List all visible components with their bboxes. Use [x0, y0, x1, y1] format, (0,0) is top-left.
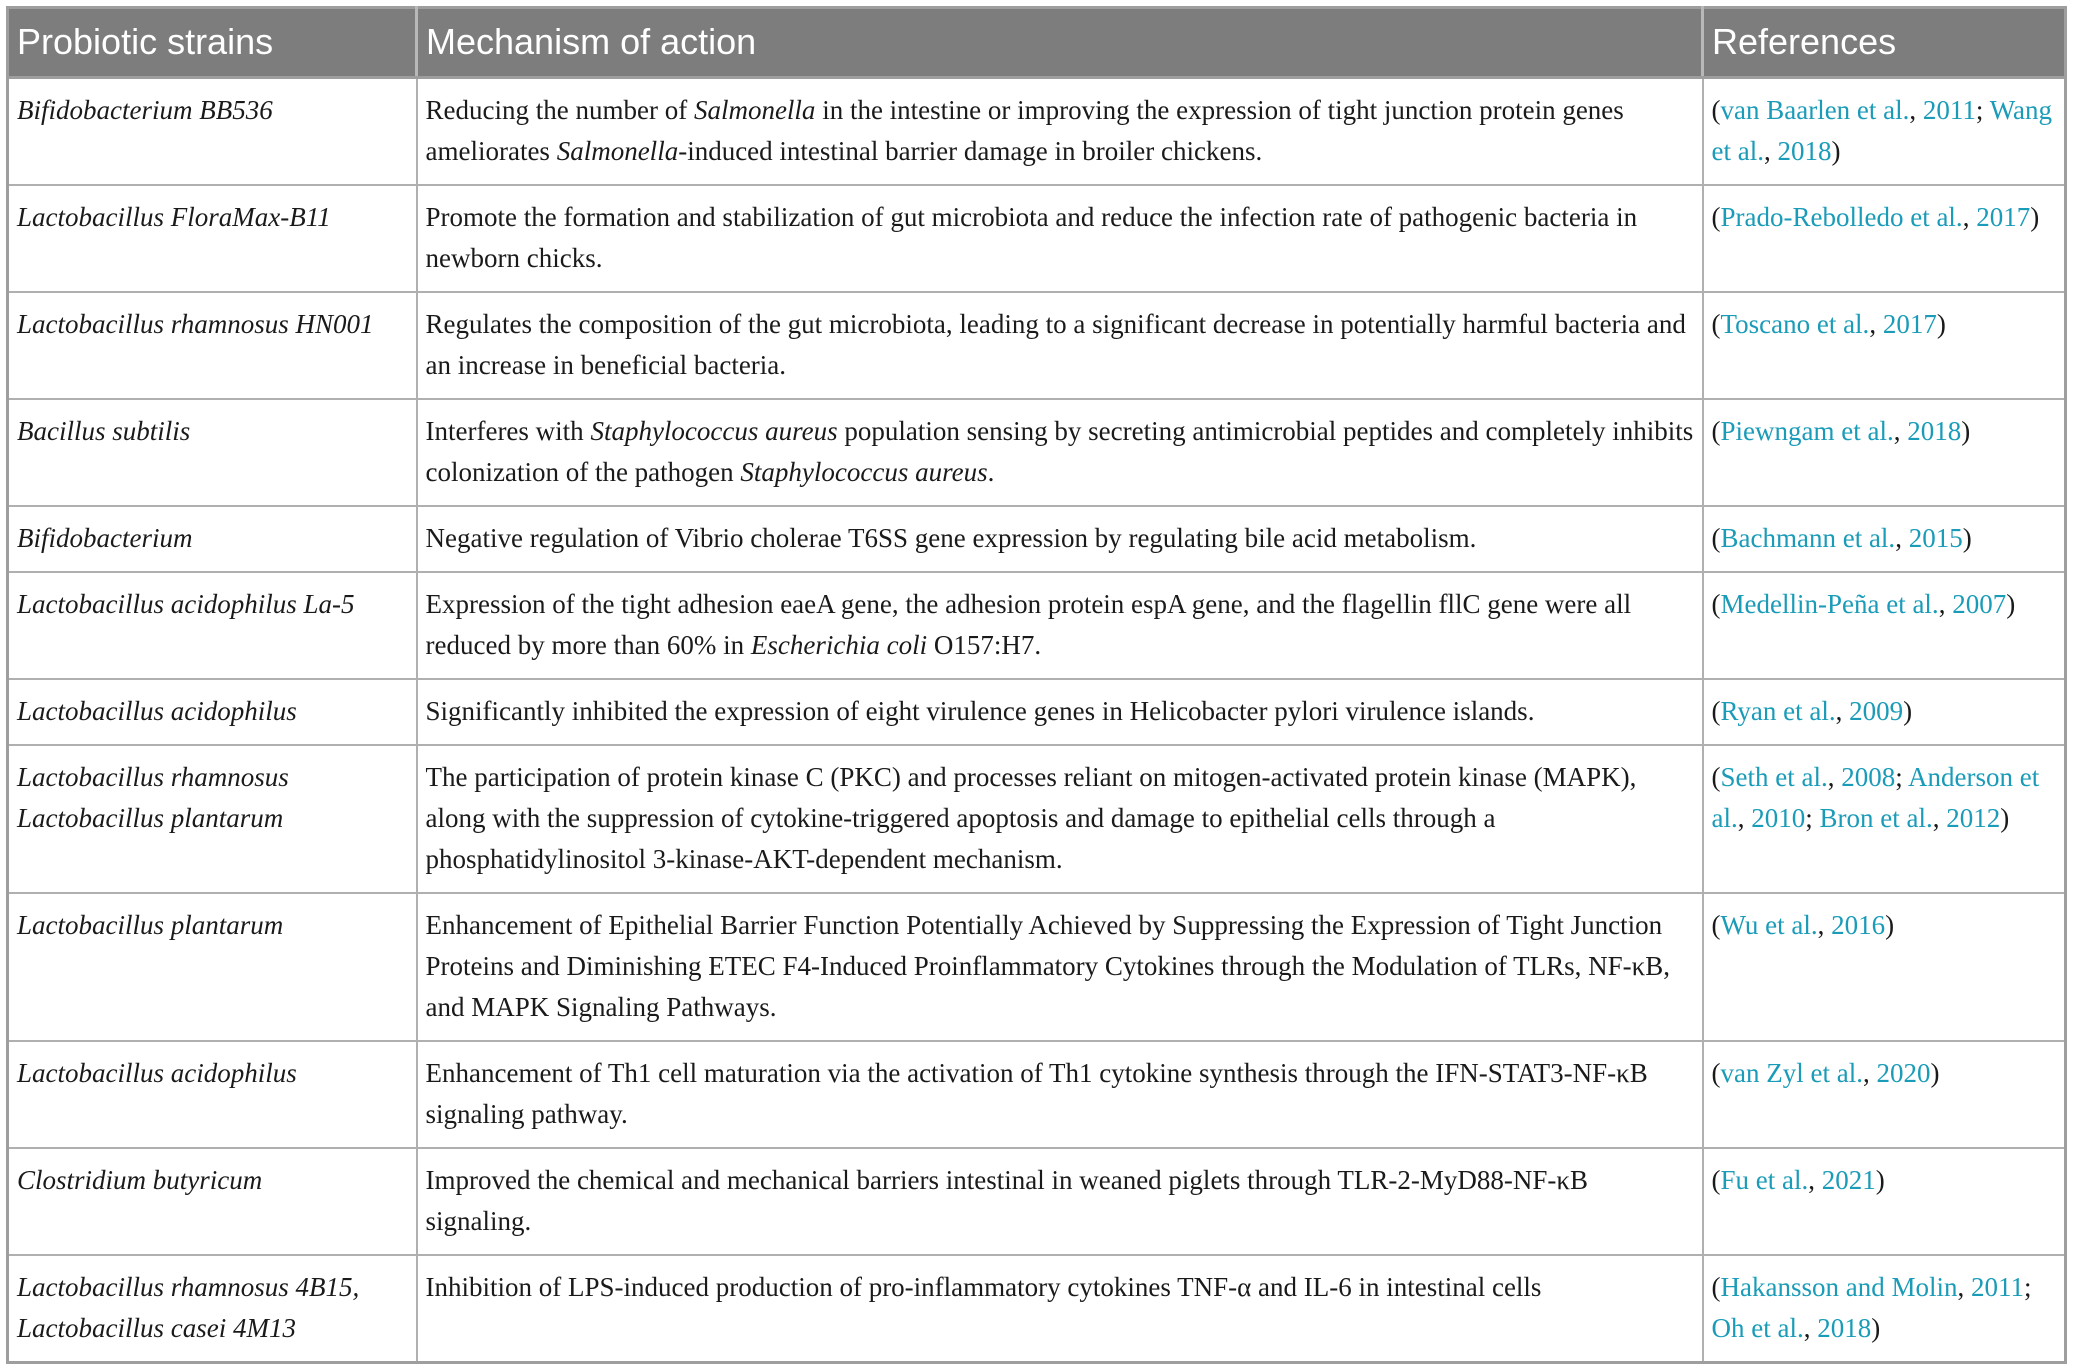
strain-name: Clostridium butyricum [17, 1165, 263, 1195]
reference-punctuation: ( [1711, 1272, 1721, 1302]
mechanism-cell [417, 1255, 1703, 1363]
strain-cell [8, 78, 417, 186]
reference-punctuation: , [1962, 202, 1977, 232]
reference-punctuation: ) [1962, 523, 1972, 553]
strain-cell [8, 745, 417, 893]
reference-punctuation: , [1895, 523, 1909, 553]
table-row [8, 1148, 2066, 1255]
strain-name: Lactobacillus plantarum [17, 910, 284, 940]
reference-link[interactable]: Ryan et al. [1720, 696, 1836, 726]
mechanism-text: in the intestine or improving the expression of tight junction protein genes ameliorates [425, 95, 1624, 166]
reference-link[interactable]: 2017 [1882, 309, 1937, 339]
reference-link[interactable]: 2007 [1952, 589, 2007, 619]
reference-link[interactable]: Prado-Rebolledo et al. [1720, 202, 1963, 232]
reference-punctuation: ) [1875, 1165, 1885, 1195]
reference-link[interactable]: Wang et al. [1711, 95, 2052, 166]
reference-punctuation: ; [1975, 95, 1990, 125]
references-cell [1703, 185, 2066, 292]
reference-link[interactable]: van Baarlen et al. [1720, 95, 1910, 125]
reference-link[interactable]: 2012 [1946, 803, 2001, 833]
strain-name: Lactobacillus plantarum [17, 803, 284, 833]
reference-punctuation: ( [1711, 309, 1721, 339]
references-cell [1703, 1148, 2066, 1255]
mechanism-cell [417, 78, 1703, 186]
reference-punctuation: , [1957, 1272, 1971, 1302]
reference-punctuation: , [1893, 416, 1908, 446]
header-probiotic-strains: Probiotic strains [8, 8, 417, 78]
mechanism-text: population sensing by secreting antimicrobial peptides and completely inhibits colonization of the pathogen [425, 416, 1694, 487]
strain-name: Bacillus subtilis [17, 416, 191, 446]
mechanism-cell [417, 399, 1703, 506]
strain-cell [8, 679, 417, 745]
references-cell [1703, 893, 2066, 1041]
reference-link[interactable]: Hakansson and Molin [1720, 1272, 1958, 1302]
reference-punctuation: ) [1936, 309, 1946, 339]
reference-punctuation: ( [1711, 1165, 1721, 1195]
organism-name: Staphylococcus aureus [590, 416, 838, 446]
reference-punctuation: ( [1711, 1058, 1721, 1088]
references-cell [1703, 292, 2066, 399]
references-cell [1703, 745, 2066, 893]
strain-cell [8, 506, 417, 572]
strain-name: Lactobacillus FloraMax-B11 [17, 202, 331, 232]
strain-name: Lactobacillus rhamnosus HN001 [17, 309, 374, 339]
references-cell [1703, 399, 2066, 506]
mechanism-cell [417, 185, 1703, 292]
strain-name: Lactobacillus casei 4M13 [17, 1313, 296, 1343]
reference-punctuation: , [1737, 803, 1752, 833]
mechanism-cell [417, 745, 1703, 893]
mechanism-text: Expression of the tight adhesion eaeA gene, the adhesion protein espA gene, and the flagellin fllC gene were all reduced by more than 60% in [425, 589, 1632, 660]
reference-punctuation: ( [1711, 95, 1721, 125]
mechanism-text: Reducing the number of [425, 95, 694, 125]
reference-link[interactable]: Bron et al. [1819, 803, 1933, 833]
reference-punctuation: , [1909, 95, 1923, 125]
mechanism-text: Enhancement of Th1 cell maturation via the activation of Th1 cytokine synthesis through the IFN-STAT3-NF-κB signaling pathway. [425, 1058, 1648, 1129]
reference-punctuation: ) [1871, 1313, 1881, 1343]
reference-punctuation: ) [2000, 803, 2010, 833]
reference-punctuation: , [1808, 1165, 1822, 1195]
references-cell [1703, 679, 2066, 745]
reference-punctuation: , [1827, 762, 1842, 792]
table-row [8, 292, 2066, 399]
reference-link[interactable]: Toscano et al. [1720, 309, 1870, 339]
reference-punctuation: ( [1711, 696, 1721, 726]
mechanism-text: Negative regulation of Vibrio cholerae T6SS gene expression by regulating bile acid metabolism. [425, 523, 1477, 553]
table-row [8, 185, 2066, 292]
mechanism-cell [417, 506, 1703, 572]
strain-name: Lactobacillus rhamnosus 4B15, [17, 1272, 360, 1302]
mechanism-text: Interferes with [425, 416, 591, 446]
reference-link[interactable]: Anderson et al. [1711, 762, 2040, 833]
reference-punctuation: ) [2030, 202, 2040, 232]
strain-name: Lactobacillus acidophilus [17, 696, 297, 726]
reference-punctuation: , [1932, 803, 1947, 833]
reference-link[interactable]: van Zyl et al. [1720, 1058, 1863, 1088]
table-row [8, 893, 2066, 1041]
strain-cell [8, 1041, 417, 1148]
reference-punctuation: , [1763, 136, 1778, 166]
references-cell [1703, 1041, 2066, 1148]
strain-name: Bifidobacterium [17, 523, 193, 553]
reference-link[interactable]: 2020 [1876, 1058, 1931, 1088]
reference-punctuation: ; [1805, 803, 1820, 833]
header-mechanism-of-action: Mechanism of action [417, 8, 1703, 78]
table-row [8, 679, 2066, 745]
reference-punctuation: ( [1711, 762, 1721, 792]
mechanism-cell [417, 1041, 1703, 1148]
reference-link[interactable]: 2010 [1751, 803, 1806, 833]
reference-punctuation: ; [1895, 762, 1908, 792]
table-row [8, 78, 2066, 186]
reference-punctuation: , [1817, 910, 1832, 940]
organism-name: Staphylococcus aureus [740, 457, 988, 487]
table-header-row [8, 8, 2066, 78]
reference-link[interactable]: 2015 [1908, 523, 1963, 553]
strain-cell [8, 399, 417, 506]
mechanism-text: -induced intestinal barrier damage in broiler chickens. [678, 136, 1263, 166]
mechanism-cell [417, 893, 1703, 1041]
mechanism-cell [417, 1148, 1703, 1255]
reference-link[interactable]: Piewngam et al. [1720, 416, 1894, 446]
mechanism-text: Enhancement of Epithelial Barrier Function Potentially Achieved by Suppressing the Expression of Tight Junction Proteins and Diminishing ETEC F4-Induced Proinflammatory Cytokines through the Modulation of TLRs, NF-κB, and MAPK Signaling Pathways. [425, 910, 1671, 1022]
reference-punctuation: ) [1961, 416, 1971, 446]
mechanism-text: . [987, 457, 995, 487]
reference-punctuation: ( [1711, 523, 1721, 553]
reference-punctuation: ( [1711, 202, 1721, 232]
strain-cell [8, 292, 417, 399]
reference-punctuation: , [1869, 309, 1883, 339]
references-cell [1703, 506, 2066, 572]
mechanism-text: The participation of protein kinase C (PKC) and processes reliant on mitogen-activated protein kinase (MAPK), along with the suppression of cytokine-triggered apoptosis and damage to epithelial cells through a phosphatidylinositol 3-kinase-AKT-dependent mechanism. [425, 762, 1637, 874]
reference-punctuation: ( [1711, 910, 1721, 940]
probiotics-table-container [6, 6, 2064, 1364]
reference-link[interactable]: 2009 [1849, 696, 1904, 726]
reference-link[interactable]: 2018 [1907, 416, 1962, 446]
header-references: References [1703, 8, 2066, 78]
reference-link[interactable]: 2008 [1841, 762, 1896, 792]
reference-link[interactable]: Medellin-Peña et al. [1720, 589, 1939, 619]
references-cell [1703, 1255, 2066, 1363]
reference-link[interactable]: Seth et al. [1720, 762, 1828, 792]
mechanism-text: Improved the chemical and mechanical barriers intestinal in weaned piglets through TLR-2-MyD88-NF-κB signaling. [425, 1165, 1589, 1236]
strain-cell [8, 1148, 417, 1255]
strain-name: Lactobacillus rhamnosus [17, 762, 289, 792]
references-cell [1703, 572, 2066, 679]
probiotics-table [6, 6, 2067, 1364]
strain-name: Lactobacillus acidophilus [17, 1058, 297, 1088]
mechanism-text: Promote the formation and stabilization of gut microbiota and reduce the infection rate of pathogenic bacteria in newborn chicks. [425, 202, 1638, 273]
reference-link[interactable]: 2011 [1970, 1272, 2024, 1302]
reference-link[interactable]: Bachmann et al. [1720, 523, 1896, 553]
reference-link[interactable]: 2018 [1777, 136, 1832, 166]
reference-punctuation: ) [1930, 1058, 1940, 1088]
reference-punctuation: ) [1885, 910, 1895, 940]
reference-punctuation: ) [1903, 696, 1913, 726]
mechanism-cell [417, 679, 1703, 745]
mechanism-text: Inhibition of LPS-induced production of pro-inflammatory cytokines TNF-α and IL-6 in intestinal cells [425, 1272, 1542, 1302]
strain-name: Bifidobacterium BB536 [17, 95, 273, 125]
reference-punctuation: ; [2023, 1272, 2032, 1302]
strain-cell [8, 893, 417, 1041]
strain-cell [8, 1255, 417, 1363]
reference-link[interactable]: Fu et al. [1720, 1165, 1809, 1195]
table-row [8, 572, 2066, 679]
mechanism-text: Regulates the composition of the gut microbiota, leading to a significant decrease in potentially harmful bacteria and an increase in beneficial bacteria. [425, 309, 1686, 380]
strain-cell [8, 185, 417, 292]
reference-punctuation: ) [2006, 589, 2016, 619]
organism-name: Salmonella [693, 95, 816, 125]
reference-link[interactable]: 2018 [1817, 1313, 1872, 1343]
mechanism-cell [417, 572, 1703, 679]
reference-punctuation: , [1862, 1058, 1877, 1088]
table-row [8, 506, 2066, 572]
reference-punctuation: ( [1711, 589, 1721, 619]
reference-punctuation: ) [1831, 136, 1841, 166]
reference-punctuation: , [1803, 1313, 1818, 1343]
table-body [8, 78, 2066, 1363]
reference-punctuation: , [1835, 696, 1850, 726]
strain-cell [8, 572, 417, 679]
reference-link[interactable]: 2011 [1922, 95, 1976, 125]
table-row [8, 745, 2066, 893]
organism-name: Salmonella [556, 136, 679, 166]
table-row [8, 1255, 2066, 1363]
reference-link[interactable]: 2017 [1976, 202, 2031, 232]
reference-link[interactable]: 2021 [1821, 1165, 1876, 1195]
mechanism-text: O157:H7. [927, 630, 1042, 660]
organism-name: Escherichia coli [750, 630, 928, 660]
table-row [8, 399, 2066, 506]
mechanism-text: Significantly inhibited the expression of eight virulence genes in Helicobacter pylori virulence islands. [425, 696, 1535, 726]
reference-punctuation: , [1938, 589, 1953, 619]
table-row [8, 1041, 2066, 1148]
mechanism-cell [417, 292, 1703, 399]
references-cell [1703, 78, 2066, 186]
reference-link[interactable]: 2016 [1831, 910, 1886, 940]
reference-punctuation: ( [1711, 416, 1721, 446]
reference-link[interactable]: Oh et al. [1711, 1313, 1804, 1343]
reference-link[interactable]: Wu et al. [1720, 910, 1818, 940]
strain-name: Lactobacillus acidophilus La-5 [17, 589, 355, 619]
